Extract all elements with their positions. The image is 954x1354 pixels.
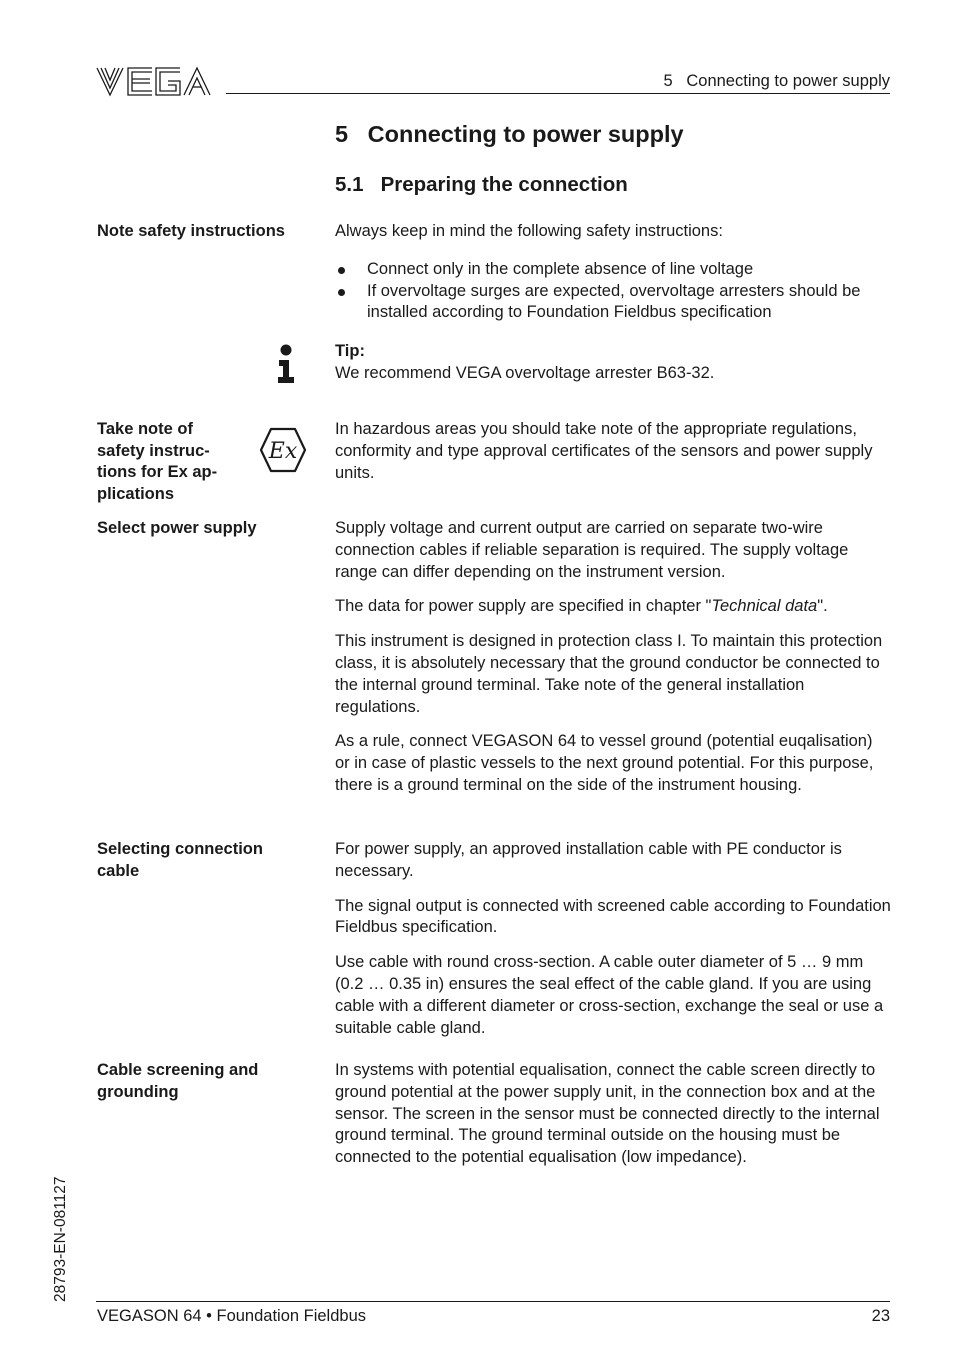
side-heading-safety: Note safety instructions xyxy=(97,222,285,240)
screening-block xyxy=(335,1060,891,1182)
cable-p1: For power supply, an approved installation cable with PE conductor is necessary. xyxy=(335,840,842,880)
tip-text: We recommend VEGA overvoltage arrester B63-32. xyxy=(335,363,715,382)
safety-intro: Always keep in mind the following safety instructions: xyxy=(335,222,723,240)
vega-logo xyxy=(96,64,214,98)
side-heading-power: Select power supply xyxy=(97,519,257,537)
power-p4: As a rule, connect VEGASON 64 to vessel ground (potential euqalisation) or in case of plastic vessels to the next ground potential. For this purpose, there is a ground terminal on the side of the instrument housing. xyxy=(335,732,874,794)
ex-hazard-icon xyxy=(259,427,307,473)
side-heading-cable: Selecting connection cable xyxy=(97,840,263,880)
cable-p2: The signal output is connected with screened cable according to Foundation Fieldbus specification. xyxy=(335,896,891,937)
tip-label: Tip: xyxy=(335,342,365,360)
side-heading-ex: Take note of safety instruc- tions for Ex ap- plications xyxy=(97,420,218,503)
cable-block xyxy=(335,839,891,1052)
document-code: 28793-EN-081127 xyxy=(52,1176,69,1302)
side-heading-screening: Cable screening and grounding xyxy=(97,1061,259,1101)
power-block xyxy=(335,518,891,810)
list-item: If overvoltage surges are expected, overvoltage arresters should be installed according to Foundation Fieldbus specification xyxy=(335,281,891,325)
page-number: 23 xyxy=(871,1307,890,1325)
power-p1: Supply voltage and current output are carried on separate two-wire connection cables if reliable separation is required. The supply voltage range can differ depending on the instrument version. xyxy=(335,519,849,581)
ex-text: In hazardous areas you should take note of the appropriate regulations, conformity and type approval certificates of the sensors and power supply units. xyxy=(335,420,873,482)
list-item: Connect only in the complete absence of line voltage xyxy=(335,259,891,281)
bullet-icon xyxy=(338,267,345,274)
info-icon xyxy=(275,344,297,384)
power-p2: The data for power supply are specified in chapter "Technical data". xyxy=(335,597,828,616)
power-p3: This instrument is designed in protection class I. To maintain this protection class, it is absolutely necessary that the ground conductor be connected to the internal ground terminal. Take note of the general installation regulations. xyxy=(335,632,883,716)
section-title: 5.1 Preparing the connection xyxy=(335,173,628,196)
running-header: 5 Connecting to power supply xyxy=(663,72,890,90)
chapter-title: 5 Connecting to power supply xyxy=(335,121,684,147)
bullet-icon xyxy=(338,289,345,296)
footer-rule xyxy=(96,1301,890,1302)
cable-p3: Use cable with round cross-section. A cable outer diameter of 5 … 9 mm (0.2 … 0.35 in) ensures the seal effect of the cable gland. If you are using cable with a different diameter or cross-section, exchange the seal or use a suitable cable gland. xyxy=(335,953,884,1037)
svg-text:Ex: Ex xyxy=(268,439,298,464)
footer-product: VEGASON 64 • Foundation Fieldbus xyxy=(97,1307,367,1325)
header-rule xyxy=(226,93,890,94)
ex-block xyxy=(335,419,891,497)
tip-block xyxy=(335,341,891,385)
screening-p1: In systems with potential equalisation, connect the cable screen directly to ground potential at the power supply unit, in the connection box and at the sensor. The screen in the sensor must be connected directly to the internal ground terminal. The ground terminal outside on the housing must be connected to the potential equalisation (low impedance). xyxy=(335,1061,880,1167)
safety-block xyxy=(335,221,891,324)
